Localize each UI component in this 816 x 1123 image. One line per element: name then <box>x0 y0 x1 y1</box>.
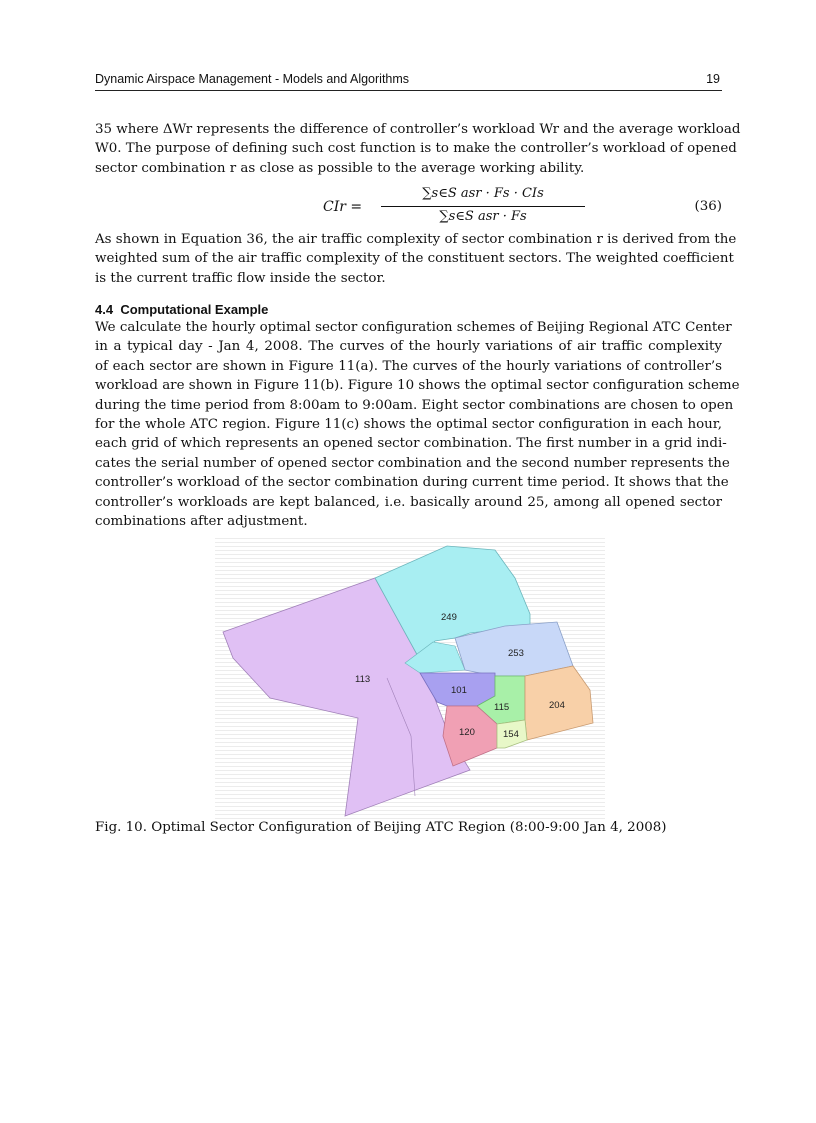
text-line: for the whole ATC region. Figure 11(c) shows the optimal sector configuration in each hour, <box>95 417 722 433</box>
running-header <box>95 70 722 91</box>
section-heading <box>95 302 268 317</box>
text-line: in a typical day - Jan 4, 2008. The curves of the hourly variations of air traffic complexity <box>95 339 722 355</box>
sector-label-249: 249 <box>441 612 457 623</box>
section-title: Computational Example <box>120 302 269 317</box>
equation-36 <box>95 186 722 230</box>
sector-label-120: 120 <box>459 727 475 738</box>
equation-number: (36) <box>694 199 722 214</box>
page-number: 19 <box>706 72 720 86</box>
sector-label-253: 253 <box>508 648 524 659</box>
text-line: combinations after adjustment. <box>95 514 308 530</box>
explain-paragraph <box>95 230 737 288</box>
text-line: W0. The purpose of defining such cost function is to make the controller’s workload of opened <box>95 141 737 157</box>
equation-denominator: ∑s∈S asr · Fs <box>439 209 527 224</box>
sector-label-113: 113 <box>355 674 371 685</box>
text-line: controller’s workload of the sector combination during current time period. It shows that the <box>95 475 729 491</box>
equation-numerator: ∑s∈S asr · Fs · CIs <box>422 186 544 201</box>
sector-label-115: 115 <box>494 702 510 713</box>
text-line: each grid of which represents an opened sector combination. The first number in a grid indi- <box>95 436 727 452</box>
sector-label-154: 154 <box>503 729 519 740</box>
text-line: controller’s workloads are kept balanced, i.e. basically around 25, among all opened sector <box>95 494 722 510</box>
text-line: weighted sum of the air traffic complexity of the constituent sectors. The weighted coefficient <box>95 251 734 267</box>
text-line: 35 where ΔWr represents the difference of controller’s workload Wr and the average workload <box>95 122 741 137</box>
sector-label-204: 204 <box>549 700 565 711</box>
sector-map <box>215 538 605 820</box>
sector-label-101: 101 <box>451 685 467 696</box>
equation-lhs: CIr = <box>323 199 363 215</box>
sector-map-figure <box>215 538 605 820</box>
header-title: Dynamic Airspace Management - Models and Algorithms <box>95 72 410 86</box>
equation-fraction <box>375 186 591 228</box>
figure-caption: Fig. 10. Optimal Sector Configuration of Beijing ATC Region (8:00-9:00 Jan 4, 2008) <box>95 820 667 835</box>
text-line: sector combination r as close as possible to the average working ability. <box>95 160 585 176</box>
text-line: of each sector are shown in Figure 11(a). The curves of the hourly variations of controller’s <box>95 358 722 374</box>
example-paragraph <box>95 318 740 531</box>
section-number: 4.4 <box>95 302 114 317</box>
text-line: We calculate the hourly optimal sector configuration schemes of Beijing Regional ATC Center <box>95 320 732 335</box>
text-line: As shown in Equation 36, the air traffic complexity of sector combination r is derived from the <box>95 232 737 247</box>
text-line: workload are shown in Figure 11(b). Figure 10 shows the optimal sector configuration scheme <box>95 378 740 394</box>
text-line: cates the serial number of opened sector combination and the second number represents the <box>95 455 730 471</box>
fraction-bar <box>381 206 585 207</box>
intro-paragraph <box>95 120 741 178</box>
text-line: during the time period from 8:00am to 9:00am. Eight sector combinations are chosen to open <box>95 397 734 413</box>
text-line: is the current traffic flow inside the sector. <box>95 270 386 286</box>
